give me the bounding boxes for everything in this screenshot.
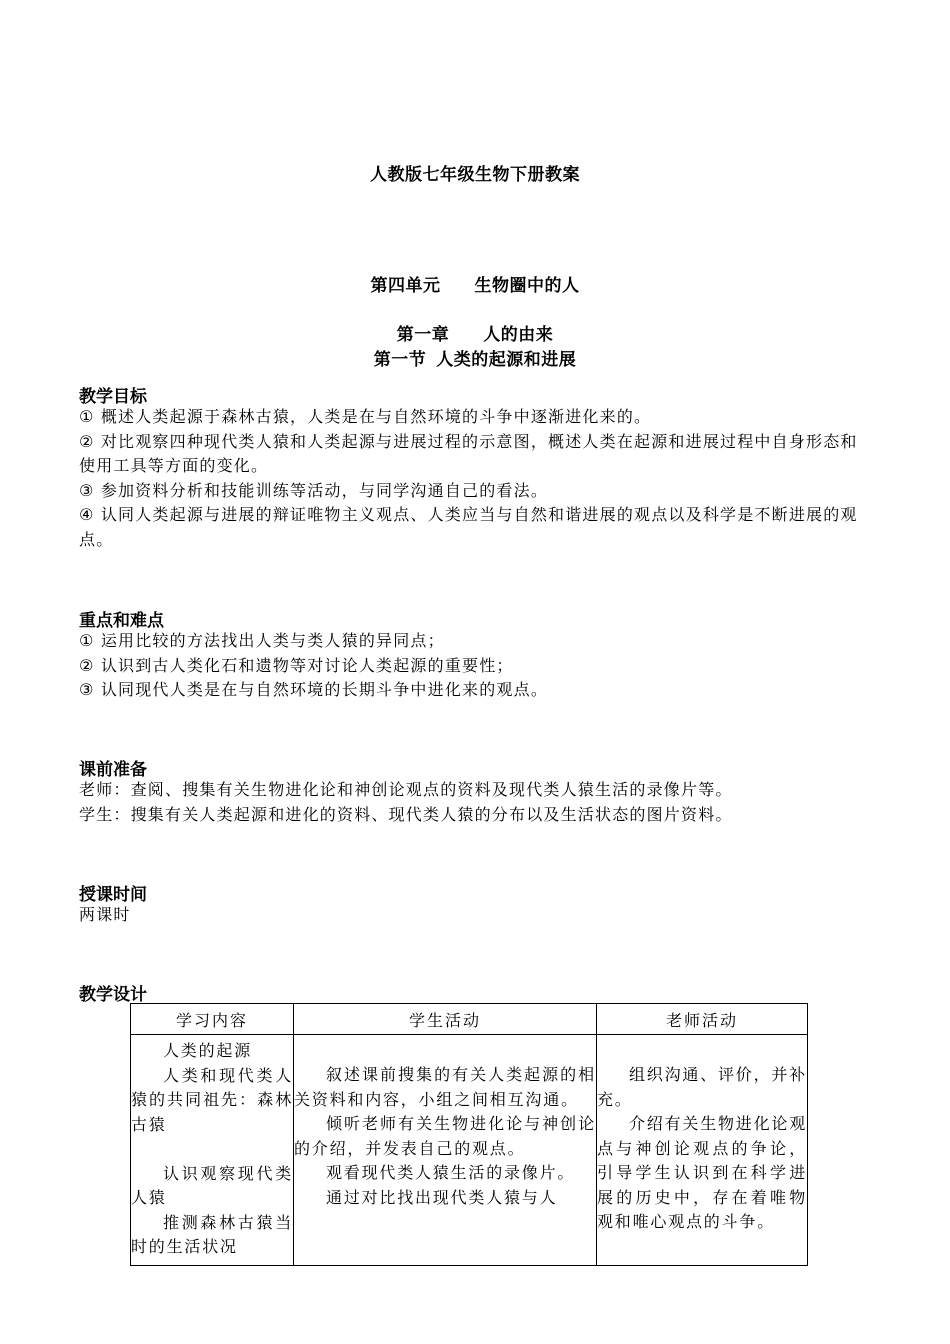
- unit-label: 第四单元: [370, 276, 441, 296]
- teaching-design-table: [130, 1003, 808, 1266]
- column-header-content: 学习内容: [131, 1004, 294, 1035]
- student-paragraph: 倾听老师有关生物进化论与神创论的介绍，并发表自己的观点。: [294, 1114, 596, 1158]
- preparation-heading: 课前准备: [79, 760, 147, 780]
- section-heading: [0, 345, 950, 370]
- table-row: [131, 1035, 808, 1266]
- table-header-row: [131, 1004, 808, 1035]
- teacher-paragraph: 组织沟通、评价，并补充。: [597, 1065, 807, 1109]
- content-paragraph: 认识观察现代类人猿: [131, 1163, 293, 1207]
- design-heading: 教学设计: [79, 985, 147, 1005]
- duration-heading: 授课时间: [79, 885, 147, 905]
- unit-heading: [0, 271, 950, 296]
- duration-value: 两课时: [79, 905, 131, 924]
- chapter-name: 人的由来: [483, 325, 554, 345]
- objective-item: ② 对比观察四种现代类人猿和人类起源与进展过程的示意图，概述人类在起源和进展过程中自身形态和使用工具等方面的变化。: [79, 431, 858, 475]
- content-paragraph: 人类的起源: [163, 1041, 253, 1060]
- teacher-cell: [597, 1035, 808, 1266]
- key-point-item: ② 认识到古人类化石和遗物等对讨论人类起源的重要性；: [79, 655, 514, 675]
- objectives-list: [79, 405, 869, 552]
- student-paragraph: 叙述课前搜集的有关人类起源的相关资料和内容，小组之间相互沟通。: [294, 1065, 596, 1109]
- document-title: 人教版七年级生物下册教案: [370, 165, 580, 185]
- student-paragraph: 观看现代类人猿生活的录像片。: [326, 1163, 576, 1182]
- preparation-list: [79, 778, 869, 827]
- section-name: 人类的起源和进展: [436, 350, 577, 370]
- preparation-student: 学生：搜集有关人类起源和进化的资料、现代类人猿的分布以及生活状态的图片资料。: [79, 804, 733, 824]
- key-points-list: [79, 629, 869, 703]
- key-point-item: ① 运用比较的方法找出人类与类人猿的异同点；: [79, 631, 445, 650]
- teacher-paragraph: 介绍有关生物进化论观点与神创论观点的争论，引导学生认识到在科学进展的历史中，存在着唯物观和唯心观点的斗争。: [597, 1114, 807, 1231]
- key-point-item: ③ 认同现代人类是在与自然环境的长期斗争中进化来的观点。: [79, 680, 549, 699]
- objective-item: ③ 参加资料分析和技能训练等活动，与同学沟通自己的看法。: [79, 480, 549, 500]
- content-paragraph: 推测森林古猿当时的生活状况: [131, 1212, 293, 1256]
- column-header-student: 学生活动: [294, 1004, 597, 1035]
- column-header-teacher: 老师活动: [597, 1004, 808, 1035]
- section-label: 第一节: [373, 350, 427, 370]
- preparation-teacher: 老师：查阅、搜集有关生物进化论和神创论观点的资料及现代类人猿生活的录像片等。: [79, 780, 733, 799]
- objective-item: ① 概述人类起源于森林古猿，人类是在与自然环境的斗争中逐渐进化来的。: [79, 407, 652, 426]
- chapter-label: 第一章: [396, 325, 450, 345]
- content-cell: [131, 1035, 294, 1266]
- student-cell: [294, 1035, 597, 1266]
- student-paragraph: 通过对比找出现代类人猿与人: [326, 1187, 558, 1207]
- content-paragraph: 人类和现代类人猿的共同祖先：森林古猿: [131, 1065, 293, 1134]
- key-points-heading: 重点和难点: [79, 611, 164, 631]
- objectives-heading: 教学目标: [79, 387, 147, 407]
- unit-name: 生物圈中的人: [474, 276, 580, 296]
- chapter-heading: [0, 320, 950, 345]
- objective-item: ④ 认同人类起源与进展的辩证唯物主义观点、人类应当与自然和谐进展的观点以及科学是不断进展的观点。: [79, 505, 858, 549]
